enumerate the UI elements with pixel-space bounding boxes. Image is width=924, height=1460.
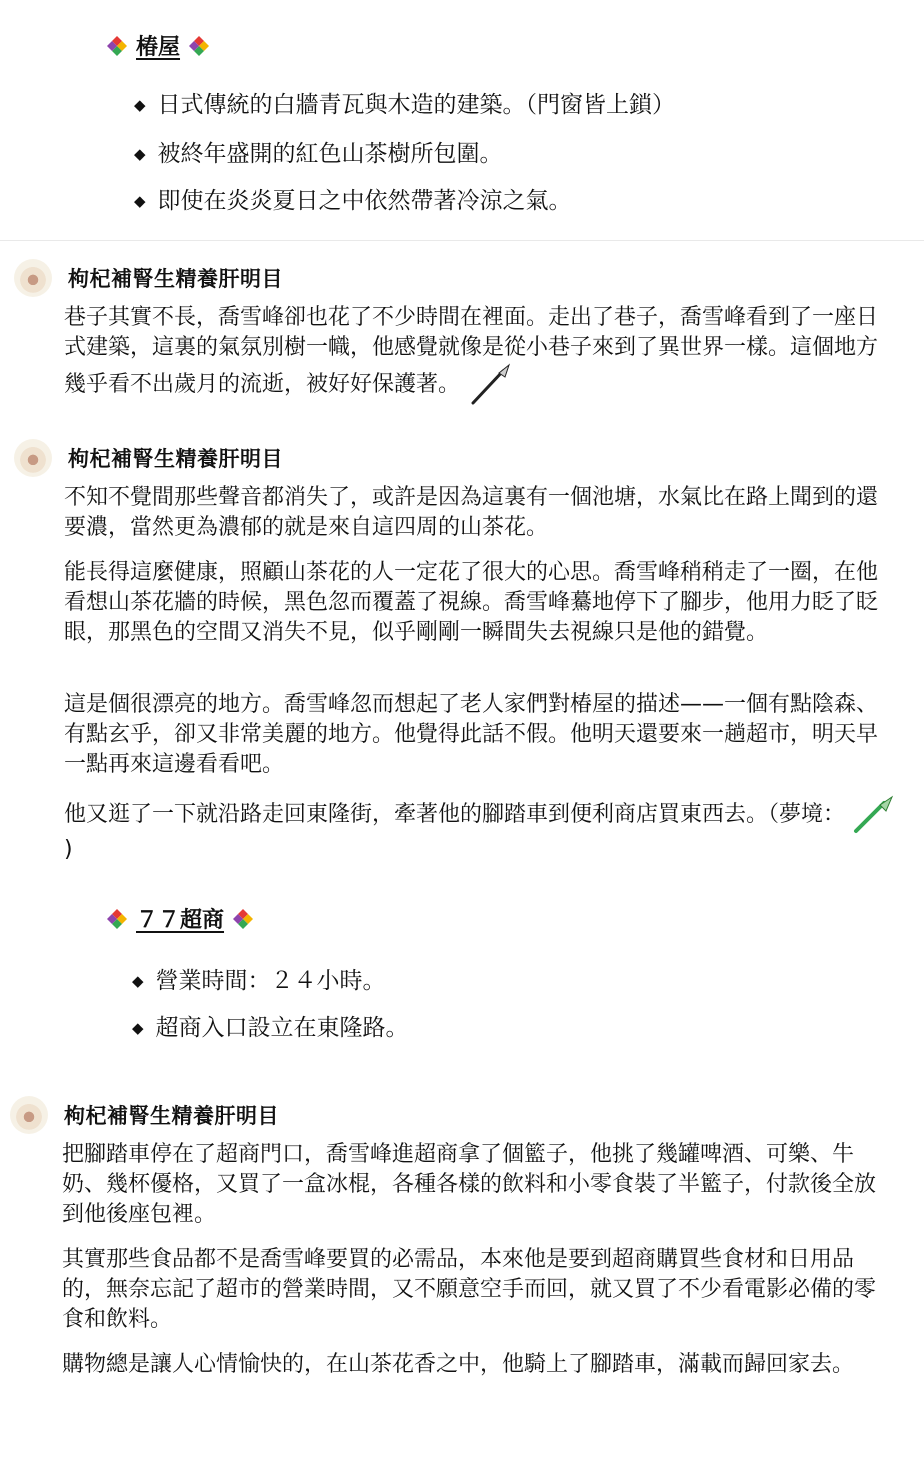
post-paragraph: 他又逛了一下就沿路走回東隆街，牽著他的腳踏車到便利商店買東西去。（夢境： ) xyxy=(64,795,894,865)
post-header xyxy=(10,1096,279,1134)
author-name[interactable]: 枸杞補腎生精養肝明目 xyxy=(68,447,283,471)
author-name[interactable]: 枸杞補腎生精養肝明目 xyxy=(64,1104,279,1128)
avatar[interactable] xyxy=(14,259,52,297)
green-brush-icon xyxy=(852,795,894,835)
bullet-diamond-icon: ◆ xyxy=(134,145,146,163)
diamond-ornament-icon xyxy=(188,35,210,57)
bullet-item: ◆ 即使在炎炎夏日之中依然帶著冷涼之氣。 xyxy=(134,188,572,214)
author-name[interactable]: 枸杞補腎生精養肝明目 xyxy=(68,267,283,291)
place-title-77-store xyxy=(106,903,254,934)
bullet-item: ◆ 被終年盛開的紅色山茶樹所包圍。 xyxy=(134,141,503,167)
bullet-diamond-icon: ◆ xyxy=(134,96,146,114)
place-name: 椿屋 xyxy=(136,35,181,60)
diamond-ornament-icon xyxy=(232,908,254,930)
post-paragraph: 購物總是讓人心情愉快的，在山茶花香之中，他騎上了腳踏車，滿載而歸回家去。 xyxy=(62,1352,855,1377)
diamond-ornament-icon xyxy=(106,35,128,57)
post-paragraph: 能長得這麼健康，照顧山茶花的人一定花了很大的心思。喬雪峰稍稍走了一圈，在他看想山茶花牆的時候，黑色忽而覆蓋了視線。喬雪峰驀地停下了腳步，他用力眨了眨眼，那黑色的空間又消失不見，似乎剛剛一瞬間失去視線只是他的錯覺。 xyxy=(64,560,879,645)
diamond-ornament-icon xyxy=(106,908,128,930)
post-header xyxy=(14,439,283,477)
post-header xyxy=(14,259,283,297)
bullet-diamond-icon: ◆ xyxy=(134,192,146,210)
bullet-item: ◆ 超商入口設立在東隆路。 xyxy=(132,1015,409,1041)
post-paragraph: 這是個很漂亮的地方。喬雪峰忽而想起了老人家們對椿屋的描述——一個有點陰森、有點玄乎，卻又非常美麗的地方。他覺得此話不假。他明天還要來一趟超市，明天早一點再來這邊看看吧。 xyxy=(64,692,879,777)
place-name: ７７超商 xyxy=(136,908,225,933)
place-title-tsubakiya xyxy=(106,30,210,61)
post-paragraph: 不知不覺間那些聲音都消失了，或許是因為這裏有一個池塘，水氣比在路上聞到的還要濃，當然更為濃郁的就是來自這四周的山茶花。 xyxy=(64,485,879,540)
bullet-item: ◆ 營業時間：２４小時。 xyxy=(132,968,386,994)
bullet-item: ◆ 日式傳統的白牆青瓦與木造的建築。（門窗皆上鎖） xyxy=(134,92,676,118)
bullet-diamond-icon: ◆ xyxy=(132,1019,144,1037)
bullet-diamond-icon: ◆ xyxy=(132,972,144,990)
post-paragraph: 巷子其實不長，喬雪峰卻也花了不少時間在裡面。走出了巷子，喬雪峰看到了一座日式建築，這裏的氣氛別樹一幟，他感覺就像是從小巷子來到了異世界一樣。這個地方幾乎看不出歲月的流逝，被好好保護著。 xyxy=(64,303,894,407)
divider xyxy=(0,240,924,241)
post-paragraph: 把腳踏車停在了超商門口，喬雪峰進超商拿了個籃子，他挑了幾罐啤酒、可樂、牛奶、幾杯優格，又買了一盒冰棍，各種各樣的飲料和小零食裝了半籃子，付款後全放到他後座包裡。 xyxy=(62,1142,877,1227)
calligraphy-brush-icon xyxy=(467,363,511,407)
post-paragraph: 其實那些食品都不是喬雪峰要買的必需品，本來他是要到超商購買些食材和日用品的，無奈忘記了超市的營業時間，又不願意空手而回，就又買了不少看電影必備的零食和飲料。 xyxy=(62,1247,877,1332)
avatar[interactable] xyxy=(14,439,52,477)
avatar[interactable] xyxy=(10,1096,48,1134)
